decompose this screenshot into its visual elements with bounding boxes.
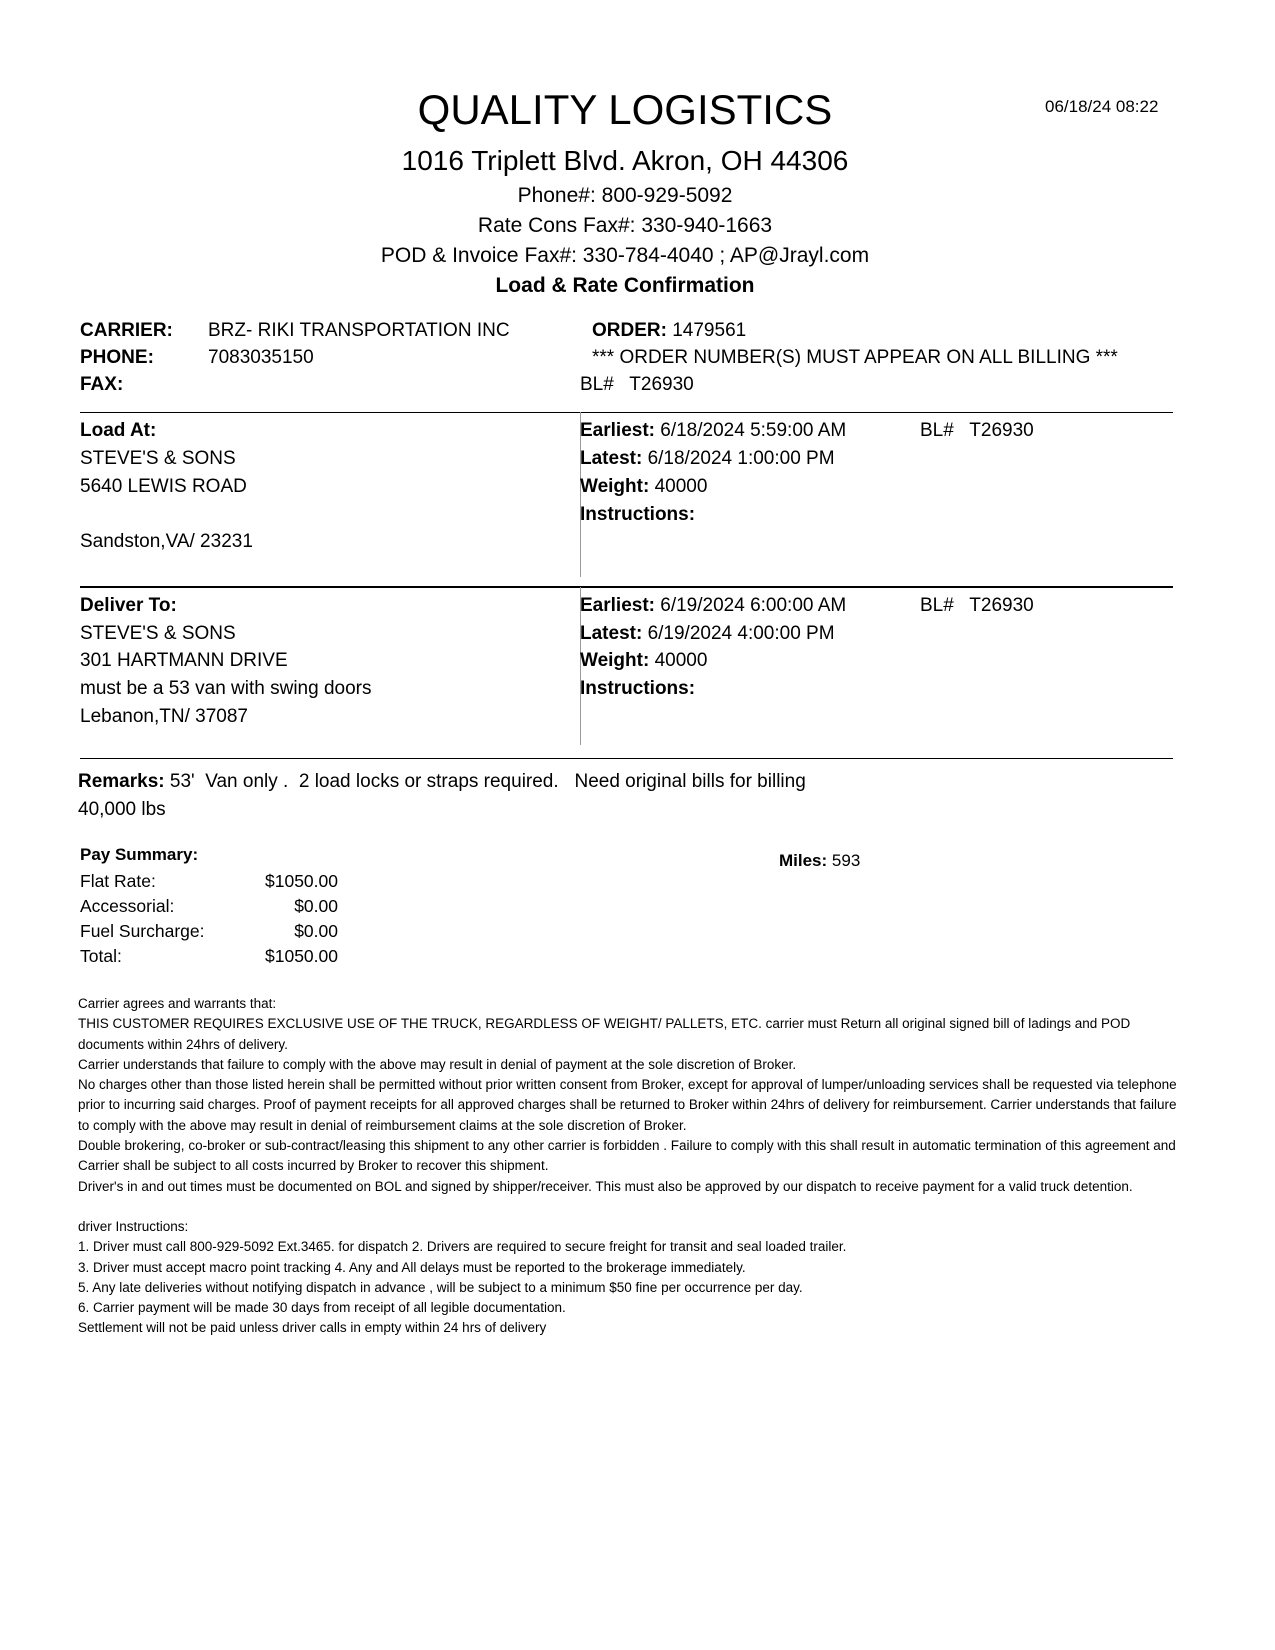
pay-row-label: Flat Rate: xyxy=(80,871,156,891)
remarks-line-2: 40,000 lbs xyxy=(78,799,166,820)
pod-invoice-fax: POD & Invoice Fax#: 330-784-4040 ; AP@Jrayl.com xyxy=(380,244,870,267)
phone-value: 7083035150 xyxy=(208,347,314,368)
terms-paragraph: Carrier agrees and warrants that: xyxy=(78,996,277,1011)
miles-value: 593 xyxy=(831,851,861,870)
fax-label: FAX: xyxy=(80,374,124,395)
load-bl: BL# T26930 xyxy=(920,420,1034,441)
rate-cons-fax: Rate Cons Fax#: 330-940-1663 xyxy=(477,214,773,237)
deliver-weight-value: 40000 xyxy=(654,650,708,671)
miles-label: Miles: xyxy=(779,851,828,870)
carrier-value: BRZ- RIKI TRANSPORTATION INC xyxy=(208,320,510,341)
terms-paragraph: No charges other than those listed herein shall be permitted without prior written consent from Broker, except for approval of lumper/unloading services shall be requested via telephone prior to incurring said charges. Proof of payment receipts for all approved charges shall be returned to Broker within 24hrs of delivery for reimbursement. Carrier understands that failure to comply with the above may result in denial of reimbursement claims at the sole discretion of Broker. xyxy=(78,1077,1177,1133)
driver-instruction: 6. Carrier payment will be made 30 days from receipt of all legible documentation. xyxy=(78,1300,566,1316)
deliver-latest-label: Latest: xyxy=(580,623,643,644)
driver-instructions-title: driver Instructions: xyxy=(78,1218,189,1234)
deliver-earliest xyxy=(580,595,846,617)
pay-row-value: $0.00 xyxy=(294,921,338,941)
load-weight xyxy=(580,476,707,498)
pay-row-label: Accessorial: xyxy=(80,896,175,916)
load-at-street: 5640 LEWIS ROAD xyxy=(80,476,247,497)
terms-section xyxy=(78,994,1178,1339)
deliver-to-city: Lebanon,TN/ 37087 xyxy=(80,706,248,727)
remarks-text: 53' Van only . 2 load locks or straps required. Need original bills for billing xyxy=(169,771,806,792)
remarks-label: Remarks: xyxy=(78,771,165,792)
load-at-name: STEVE'S & SONS xyxy=(80,448,236,469)
pay-summary-title: Pay Summary: xyxy=(80,845,199,864)
pay-row-label: Fuel Surcharge: xyxy=(80,921,205,941)
carrier-label: CARRIER: xyxy=(80,320,173,341)
deliver-weight-label: Weight: xyxy=(580,650,650,671)
load-at-city: Sandston,VA/ 23231 xyxy=(80,531,253,552)
order-value: 1479561 xyxy=(672,320,747,341)
document-title: Load & Rate Confirmation xyxy=(495,274,755,297)
phone-label: PHONE: xyxy=(80,347,154,368)
order-label: ORDER: xyxy=(592,320,667,341)
miles xyxy=(779,851,860,871)
pay-row-value: $1050.00 xyxy=(265,946,338,966)
spacer xyxy=(78,1197,1178,1217)
remarks-line-1 xyxy=(78,771,806,793)
deliver-earliest-value: 6/19/2024 6:00:00 AM xyxy=(660,595,847,616)
terms-paragraph: Driver's in and out times must be documented on BOL and signed by shipper/receiver. This must also be approved by our dispatch to receive payment for a valid truck detention. xyxy=(78,1178,1133,1194)
terms-paragraph: Double brokering, co-broker or sub-contract/leasing this shipment to any other carrier is forbidden . Failure to comply with this shall result in automatic termination of this agreement and Carrier shall be subject to all costs incurred by Broker to recover this shipment. xyxy=(78,1138,1176,1174)
load-earliest-value: 6/18/2024 5:59:00 AM xyxy=(660,420,847,441)
load-weight-label: Weight: xyxy=(580,476,650,497)
driver-instruction: 5. Any late deliveries without notifying dispatch in advance , will be subject to a minimum $50 fine per occurrence per day. xyxy=(78,1279,803,1295)
load-instructions-label: Instructions: xyxy=(580,504,696,525)
driver-instruction: 1. Driver must call 800-929-5092 Ext.3465. for dispatch 2. Drivers are required to secure freight for transit and seal loaded trailer. xyxy=(78,1239,847,1255)
deliver-earliest-label: Earliest: xyxy=(580,595,655,616)
driver-instruction: 3. Driver must accept macro point tracking 4. Any and All delays must be reported to the brokerage immediately. xyxy=(78,1259,746,1275)
carrier-bl: BL# T26930 xyxy=(580,374,694,395)
divider xyxy=(80,412,1173,413)
load-earliest xyxy=(580,420,846,442)
deliver-bl: BL# T26930 xyxy=(920,595,1034,616)
company-address: 1016 Triplett Blvd. Akron, OH 44306 xyxy=(401,145,849,176)
deliver-latest-value: 6/19/2024 4:00:00 PM xyxy=(647,623,835,644)
print-date: 06/18/24 08:22 xyxy=(1045,97,1159,116)
company-phone: Phone#: 800-929-5092 xyxy=(517,184,733,207)
pay-row-value: $1050.00 xyxy=(265,871,338,891)
load-latest-label: Latest: xyxy=(580,448,643,469)
pay-row-label: Total: xyxy=(80,946,122,966)
deliver-to-label: Deliver To: xyxy=(80,595,177,616)
billing-note: *** ORDER NUMBER(S) MUST APPEAR ON ALL BILLING *** xyxy=(592,347,1118,368)
company-name: QUALITY LOGISTICS xyxy=(417,86,833,133)
load-earliest-label: Earliest: xyxy=(580,420,655,441)
deliver-to-name: STEVE'S & SONS xyxy=(80,623,236,644)
pay-row-value: $0.00 xyxy=(294,896,338,916)
deliver-to-street: 301 HARTMANN DRIVE xyxy=(80,650,288,671)
divider xyxy=(80,758,1173,759)
load-latest-value: 6/18/2024 1:00:00 PM xyxy=(647,448,835,469)
terms-paragraph: THIS CUSTOMER REQUIRES EXCLUSIVE USE OF THE TRUCK, REGARDLESS OF WEIGHT/ PALLETS, ETC. carrier must Return all original signed bill of ladings and POD documents within 24hrs of delivery. xyxy=(78,1016,1131,1052)
driver-instruction: Settlement will not be paid unless driver calls in empty within 24 hrs of delivery xyxy=(78,1320,547,1336)
terms-paragraph: Carrier understands that failure to comply with the above may result in denial of payment at the sole discretion of Broker. xyxy=(78,1056,797,1072)
order-line xyxy=(592,320,746,342)
deliver-instructions-label: Instructions: xyxy=(580,678,696,699)
deliver-latest xyxy=(580,623,835,645)
deliver-to-note: must be a 53 van with swing doors xyxy=(80,678,372,699)
load-weight-value: 40000 xyxy=(654,476,708,497)
divider xyxy=(80,586,1173,588)
deliver-weight xyxy=(580,650,707,672)
load-at-label: Load At: xyxy=(80,420,157,441)
load-latest xyxy=(580,448,835,470)
